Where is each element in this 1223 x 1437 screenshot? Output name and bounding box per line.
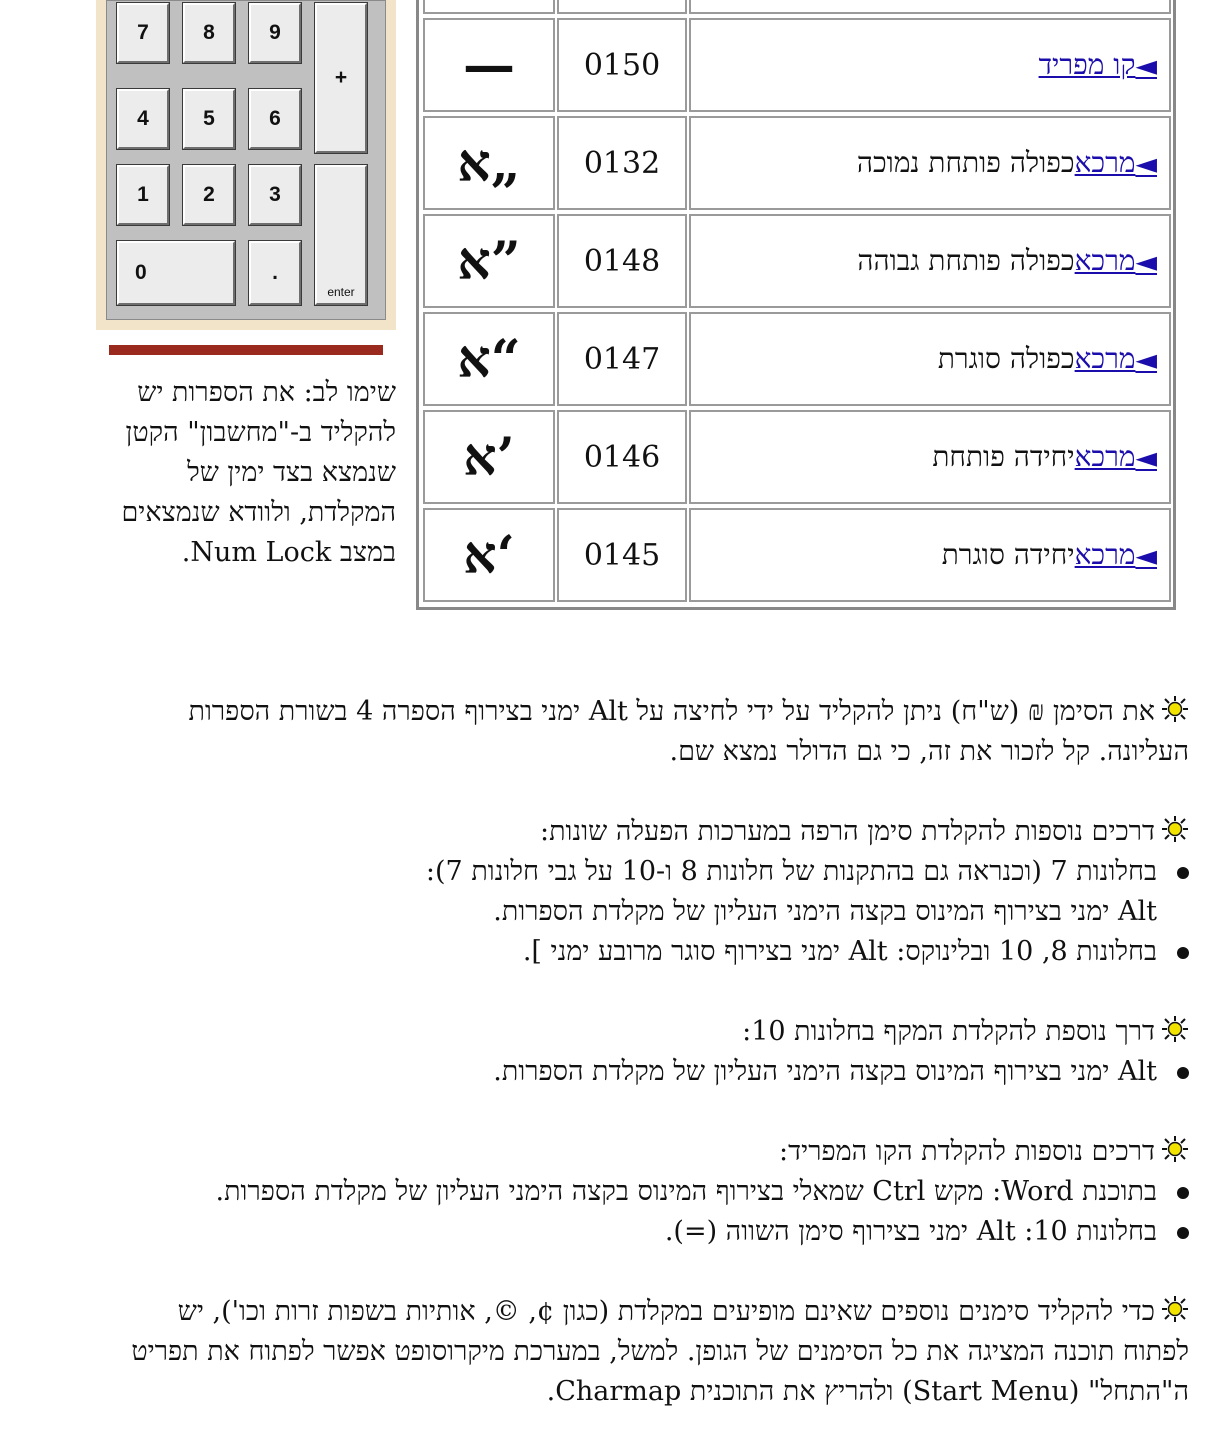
- table-row: [689, 214, 1171, 308]
- row-label: יחידה סוגרת: [941, 538, 1075, 571]
- link-separator-dash[interactable]: קו מפריד: [1038, 48, 1136, 81]
- table-row: [689, 508, 1171, 602]
- charmap-note: [99, 1292, 1189, 1412]
- arrow-icon[interactable]: ◄: [1135, 440, 1157, 474]
- link-merkha[interactable]: מרכא: [1074, 538, 1136, 571]
- link-merkha[interactable]: מרכא: [1074, 440, 1136, 473]
- key-dot: .: [249, 241, 301, 305]
- key-7: 7: [117, 3, 169, 63]
- row-label: כפולה פותחת נמוכה: [856, 146, 1075, 179]
- numeric-keypad-image: [96, 0, 396, 330]
- paragraph-line: את הסימן ₪ (ש"ח) ניתן להקליד על ידי לחיצה על Alt ימני בצירוף הספרה 4 בשורת הספרות: [139, 692, 1189, 732]
- arrow-icon[interactable]: ◄: [1135, 48, 1157, 82]
- key-1: 1: [117, 165, 169, 225]
- arrow-icon[interactable]: ◄: [1135, 538, 1157, 572]
- table-cell: [557, 0, 687, 14]
- note-line: שנמצא בצד ימין של: [187, 457, 396, 488]
- link-merkha[interactable]: מרכא: [1074, 342, 1136, 375]
- key-8: 8: [183, 3, 235, 63]
- bullet-dot: [1177, 867, 1189, 879]
- key-enter: enter: [315, 165, 367, 305]
- bullet-dot: [1177, 1067, 1189, 1079]
- key-6: 6: [249, 89, 301, 149]
- win10-heading: דרך נוספת להקלדת המקף בחלונות 10:: [742, 1012, 1189, 1052]
- list-item: בתוכנת Word: מקש Ctrl שמאלי בצירוף המינוס בקצה הימני העליון של מקלדת הספרות.: [215, 1176, 1157, 1207]
- code-cell: 0147: [557, 312, 687, 406]
- sun-bullet-icon: [1161, 1015, 1189, 1043]
- keypad-note: [100, 373, 396, 573]
- code-cell: 0132: [557, 116, 687, 210]
- shekel-note: [139, 692, 1189, 772]
- row-label: כפולה סוגרת: [937, 342, 1075, 375]
- row-label: כפולה פותחת גבוהה: [857, 244, 1075, 277]
- code-cell: 0150: [557, 18, 687, 112]
- sun-bullet-icon: [1161, 815, 1189, 843]
- link-merkha[interactable]: מרכא: [1074, 146, 1136, 179]
- arrow-icon[interactable]: ◄: [1135, 244, 1157, 278]
- bullet-dot: [1177, 1227, 1189, 1239]
- sun-bullet-icon: [1161, 1135, 1189, 1163]
- bullet-dot: [1177, 1187, 1189, 1199]
- table-cell: [689, 0, 1171, 14]
- key-3: 3: [249, 165, 301, 225]
- code-cell: 0148: [557, 214, 687, 308]
- row-label: יחידה פותחת: [932, 440, 1075, 473]
- paragraph-line: לפתוח תוכנה המציגה את כל הסימנים של הגופן. למשל, במערכת מיקרוסופט אפשר לפתוח את תפריט: [131, 1336, 1189, 1367]
- glyph-cell: ’א: [423, 410, 555, 504]
- code-cell: 0146: [557, 410, 687, 504]
- note-line: המקלדת, ולוודא שנמצאים: [121, 497, 396, 528]
- note-line: שימו לב: את הספרות יש: [137, 377, 396, 408]
- table-row: [689, 410, 1171, 504]
- dash-heading: דרכים נוספות להקלדת הקו המפריד:: [779, 1132, 1189, 1172]
- list-item: בחלונות 7 (וכנראה גם בהתקנות של חלונות 8 ו-10 על גבי חלונות 7):: [425, 856, 1157, 887]
- table-row: [689, 312, 1171, 406]
- maqaf-heading: דרכים נוספות להקלדת סימן הרפה במערכות הפעלה שונות:: [540, 812, 1189, 852]
- table-row: [689, 116, 1171, 210]
- keypad-body: [106, 0, 386, 320]
- list-item: בחלונות 10: Alt ימני בצירוף סימן השווה (=).: [664, 1216, 1157, 1247]
- note-line: להקליד ב-"מחשבון" הקטן: [125, 417, 396, 448]
- paragraph-line: ה"התחל" (Start Menu) ולהריץ את התוכנית Charmap.: [546, 1376, 1189, 1407]
- glyph-cell: ‘א: [423, 508, 555, 602]
- arrow-icon[interactable]: ◄: [1135, 342, 1157, 376]
- glyph-cell: ”א: [423, 214, 555, 308]
- sun-bullet-icon: [1161, 1295, 1189, 1323]
- accent-bar: [109, 345, 383, 355]
- list-item-continuation: Alt ימני בצירוף המינוס בקצה הימני העליון של מקלדת הספרות.: [493, 896, 1157, 927]
- key-5: 5: [183, 89, 235, 149]
- table-cell: [423, 0, 555, 14]
- key-0: 0: [117, 241, 235, 305]
- key-9: 9: [249, 3, 301, 63]
- code-cell: 0145: [557, 508, 687, 602]
- bullet-dot: [1177, 947, 1189, 959]
- list-item: בחלונות 8, 10 ובלינוקס: Alt ימני בצירוף סוגר מרובע ימני ].: [522, 936, 1157, 967]
- glyph-cell: „א: [423, 116, 555, 210]
- key-4: 4: [117, 89, 169, 149]
- paragraph-line: כדי להקליד סימנים נוספים שאינם מופיעים במקלדת (כגון ¢, ©, אותיות בשפות זרות וכו'), יש: [99, 1292, 1189, 1332]
- arrow-icon[interactable]: ◄: [1135, 146, 1157, 180]
- key-2: 2: [183, 165, 235, 225]
- note-line: במצב Num Lock.: [181, 537, 396, 568]
- table-row: [689, 18, 1171, 112]
- link-merkha[interactable]: מרכא: [1074, 244, 1136, 277]
- symbol-codes-table: [416, 0, 1176, 610]
- glyph-cell: —: [423, 18, 555, 112]
- paragraph-line: העליונה. קל לזכור את זה, כי גם הדולר נמצא שם.: [669, 736, 1189, 767]
- key-plus: +: [315, 3, 367, 153]
- list-item: Alt ימני בצירוף המינוס בקצה הימני העליון של מקלדת הספרות.: [493, 1056, 1157, 1087]
- glyph-cell: “א: [423, 312, 555, 406]
- sun-bullet-icon: [1161, 695, 1189, 723]
